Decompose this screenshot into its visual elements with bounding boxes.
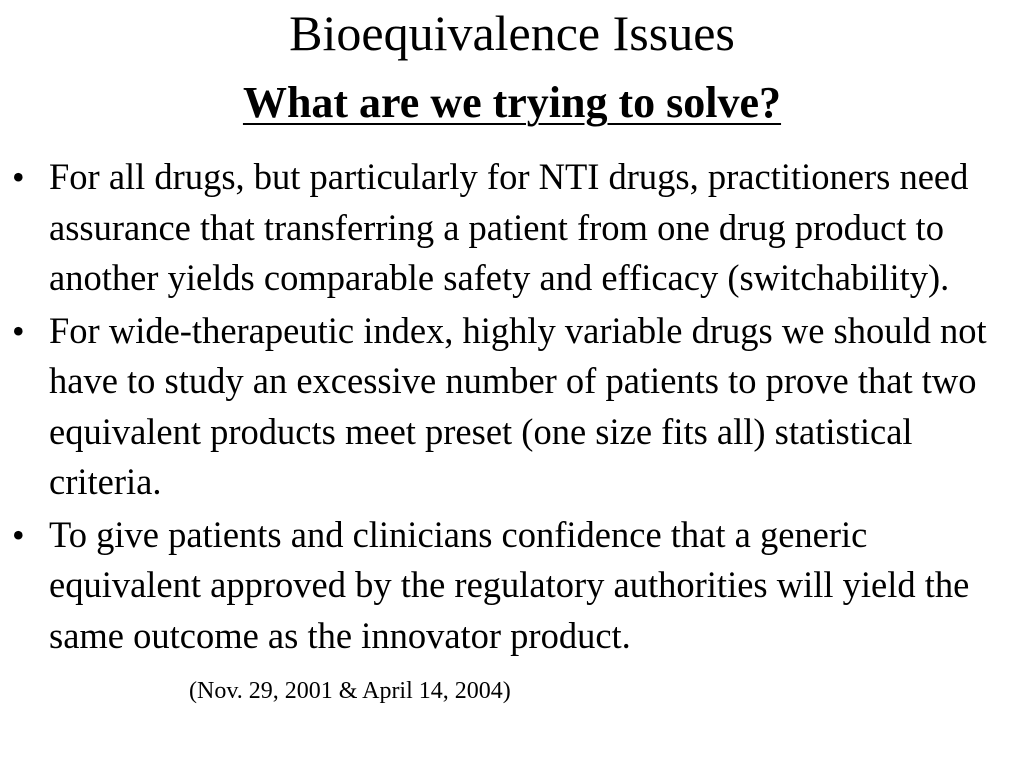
bullet-text: For wide-therapeutic index, highly variable drugs we should not have to study an excessive number of patients to prove that two equivalent products meet preset (one size fits all) statistical criteria. — [49, 309, 987, 502]
slide-title: Bioequivalence Issues — [289, 5, 735, 61]
bullet-text: To give patients and clinicians confidence that a generic equivalent approved by the regulatory authorities will yield the same outcome as the innovator product. — [49, 513, 970, 656]
bullet-marker: • — [12, 157, 25, 197]
bullet-marker: • — [12, 514, 25, 555]
bullet-list — [0, 152, 1024, 719]
bullet-text: For all drugs, but particularly for NTI drugs, practitioners need assurance that transferring a patient from one drug product to another yields comparable safety and efficacy (switchability). — [49, 156, 969, 298]
bullet-item — [0, 306, 1024, 508]
bullet-item — [0, 152, 1024, 304]
bullet-marker: • — [12, 310, 25, 351]
bullet-item — [0, 510, 1024, 717]
citation: (Nov. 29, 2001 & April 14, 2004) — [189, 678, 511, 704]
slide-subtitle-text: What are we trying to solve? — [242, 78, 782, 127]
slide-subtitle — [0, 75, 1024, 131]
